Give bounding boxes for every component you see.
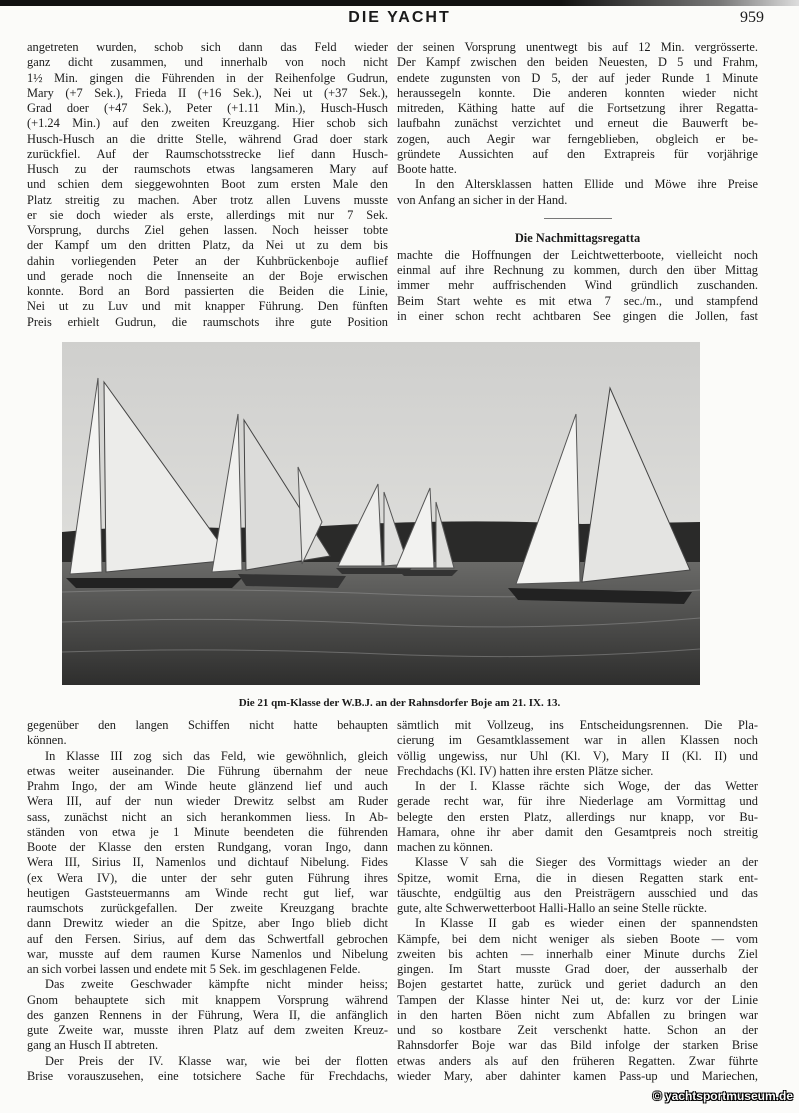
text-line: dahin vorliegenden Peter an der Kuhbrückenboje auflief — [27, 253, 388, 268]
paragraphs-before-heading — [397, 40, 758, 208]
text-line: einmal auf ihre Rechnung zu kommen, durch den über Mittag — [397, 263, 758, 277]
paragraph — [397, 40, 758, 177]
text-line: von Anfang an sicher in der Hand. — [397, 192, 568, 207]
column-top-right — [397, 40, 758, 324]
text-line: Der Preis der IV. Klasse war, wie bei der flotten — [45, 1053, 388, 1068]
text-line: gingen. Im Start musste Grad doer, der ausserhalb der — [397, 962, 758, 976]
text-line: Mary (+7 Sek.), Frieda II (+16 Sek.), Nei ut (+37 Sek.), — [27, 85, 388, 100]
text-line: Husch-Husch an die dritte Stelle, während Grad doer stark — [27, 131, 388, 146]
text-line: heraussegeln konnte. Die anderen konnten wieder nicht — [397, 85, 758, 100]
text-line: immer mehr auffrischenden Wind gründlich zuschanden. — [397, 278, 758, 293]
regatta-photo — [62, 342, 700, 685]
paragraph — [397, 779, 758, 855]
text-line: in den harten Böen nicht zum Abfallen zu bringen war — [397, 1007, 758, 1022]
paragraphs-after-heading — [397, 248, 758, 324]
text-line: Prahm Ingo, der am Winde heute glänzend lief und auch — [27, 779, 388, 793]
text-line: Wera III, Sirius II, Namenlos und dichtauf Nibelung. Fides — [27, 855, 388, 870]
text-line: und so kostbare Zeit verschenkt hatte. Schon an der — [397, 1023, 758, 1037]
text-line: an sich vorbei lassen und endete mit 5 Sek. im geschlagenen Felde. — [27, 962, 361, 976]
text-line: machen zu können. — [397, 840, 493, 854]
column-top-left — [27, 40, 388, 330]
text-line: Das zweite Geschwader kämpfte nicht minder heiss; — [45, 977, 388, 992]
text-line: Frechdachs (Kl. IV) hatten ihre ersten Plätze sicher. — [397, 763, 654, 778]
text-line: sämtlich mit Vollzeug, ins Entscheidungsrennen. Die Pla- — [397, 718, 758, 732]
text-line: Bojen gestartet hatte, zurück und geriet dadurch an den — [397, 977, 758, 992]
paragraph — [27, 977, 388, 1053]
text-line: können. — [27, 733, 67, 748]
text-line: völlig ungewiss, nur Uhl (Kl. V), Mary II (Kl. II) und — [397, 748, 758, 763]
text-line: gründete Aussichten auf den Extrapreis für vorjährige — [397, 146, 758, 161]
text-line: und schien dem sieggewohnten Boot zum ersten Male den — [27, 177, 388, 192]
paragraph — [27, 40, 388, 330]
text-line: Rahnsdorfer Boje war das Bild infolge der starken Brise — [397, 1038, 758, 1053]
section-heading: Die Nachmittagsregatta — [514, 230, 641, 245]
page-number: 959 — [740, 9, 764, 26]
text-line: Vorsprung, durchs Ziel gehen lassen. Noch heisser tobte — [27, 223, 388, 237]
text-line: gute Zweite war, musste ihren Platz auf dem zweiten Kreuz- — [27, 1023, 388, 1037]
text-line: laufbahn zunächst verzichtet und erneut die Bauwerft be- — [397, 116, 758, 131]
text-line: und gerade noch die Innenseite an der Boje erwischen — [27, 268, 388, 283]
text-line: Boote hatte. — [397, 162, 457, 176]
column-bottom-right — [397, 718, 758, 1084]
text-line: Klasse V sah die Sieger des Vormittags wieder an der — [415, 855, 758, 870]
paragraph — [397, 718, 758, 779]
text-line: des ganzen Rennens in der Führung, Wera II, die anfänglich — [27, 1007, 388, 1022]
text-line: zogen, auch Aegir war ferngeblieben, obgleich er be- — [397, 131, 758, 146]
text-line: wieder Mary, aber dahinter kamen Pass-up und Mariechen, — [397, 1068, 758, 1083]
text-line: gute, alte Schwerwetterboot Halli-Hallo an seine Stelle rückte. — [397, 901, 708, 915]
text-line: in einer schon recht achtbaren See gingen die Jollen, fast — [397, 308, 758, 323]
text-line: Kämpfe, bei dem nicht weniger als sieben Boote — vom — [397, 931, 758, 946]
text-line: 1½ Min. gingen die Führenden in der Reihenfolge Gudrun, — [27, 70, 388, 85]
paragraph — [27, 749, 388, 978]
text-line: zurückfiel. Auf der Raumschotsstrecke lief dann Husch- — [27, 146, 388, 161]
text-line: sass, zunächst nicht an sich herankommen liess. In Ab- — [27, 809, 388, 824]
text-line: In den Altersklassen hatten Ellide und Möwe ihre Preise — [415, 177, 758, 192]
text-line: dann Drewitz wieder an die Spitze, aber Ingo blieb dicht — [27, 916, 388, 931]
text-line: der seinen Vorsprung unentwegt bis auf 12 Min. vergrösserte. — [397, 40, 758, 54]
text-line: etwas weiter auseinander. Die Führung übernahm der neue — [27, 763, 388, 778]
text-line: Boote der Klasse den ersten Rundgang, voran Ingo, dann — [27, 840, 388, 854]
text-line: (ex Wera IV), die unter der sehr guten Führung ihres — [27, 870, 388, 885]
text-line: Nei ut zu Luv und mit knapper Führung. Den fünften — [27, 299, 388, 314]
paragraph — [397, 916, 758, 1084]
text-line: (+1.24 Min.) auf den zweiten Kreuzgang. Hier schob sich — [27, 116, 388, 131]
text-line: In Klasse II gab es wieder einen der spannendsten — [415, 916, 758, 931]
text-line: heutigen Gaststeuermanns am Winde recht gut lief, war — [27, 885, 388, 900]
text-line: war, musste auf dem raumen Kurse Namenlos und Nibelung — [27, 946, 388, 961]
paragraph — [397, 177, 758, 208]
text-line: Wera III, auf der nun wieder Drewitz selbst am Ruder — [27, 794, 388, 809]
photo-caption: Die 21 qm-Klasse der W.B.J. an der Rahnsdorfer Boje am 21. IX. 13. — [238, 697, 561, 709]
text-line: angetreten wurden, schob sich dann das Feld wieder — [27, 40, 388, 54]
text-line: cierung im Gesamtklassement war in allen Klassen noch — [397, 733, 758, 748]
text-line: er sie doch wieder als erste, allerdings mit nur 7 Sek. — [27, 207, 388, 222]
text-line: machte die Hoffnungen der Leichtwetterboote, vielleicht noch — [397, 247, 758, 262]
text-line: endete zugunsten von D 5, der auf jeder Runde 1 Minute — [397, 70, 758, 85]
paragraph — [397, 855, 758, 916]
text-line: Preis erhielt Gudrun, die raumschots ihre gute Position — [27, 314, 388, 329]
text-line: gerade recht war, für ihre Niederlage am Vormittag und — [397, 794, 758, 809]
text-line: auf den Fersen. Sirius, auf dem das Schwertfall gebrochen — [27, 931, 388, 946]
text-line: belegte den ersten Platz, allerdings nur knapp, vor Bu- — [397, 809, 758, 824]
text-line: konnte. Bord an Bord passierten die Beiden die Linie, — [27, 284, 388, 298]
text-line: Gnom behauptete sich mit knappem Vorsprung während — [27, 992, 388, 1007]
text-line: Husch zu der raumschots etwas langsameren Mary auf — [27, 162, 388, 176]
text-line: zweiten bis achten — innerhalb einer Minute durchs Ziel — [397, 946, 758, 961]
text-line: mitreden, Käthing hatte auf die Fortsetzung ihrer Regatta- — [397, 101, 758, 115]
text-line: etwas anders als auf den früheren Regatten. Zwar führte — [397, 1053, 758, 1068]
text-line: Brise vorauszusehen, eine totsichere Sache für Frechdachs, — [27, 1068, 388, 1083]
watermark: © yachtsportmuseum.de — [652, 1089, 793, 1103]
page-top-edge — [0, 0, 799, 6]
paragraph — [27, 718, 388, 749]
column-bottom-left — [27, 718, 388, 1084]
text-line: Tampen der Klasse hinter Nei ut, de: kurz vor der Linie — [397, 992, 758, 1007]
section-divider — [544, 218, 612, 219]
text-line: Platz streitig zu machen. Aber trotz allen Luvens musste — [27, 192, 388, 207]
text-line: In der I. Klasse rächte sich Woge, der das Wetter — [415, 779, 758, 793]
journal-title: DIE YACHT — [348, 9, 451, 26]
text-line: raumschots zurückgefallen. Der zweite Kreuzgang brachte — [27, 901, 388, 915]
text-line: Der Kampf zwischen den beiden Neuesten, D 5 und Frahm, — [397, 55, 758, 70]
text-line: der Kampf um den dritten Platz, da Nei ut zu dem bis — [27, 238, 388, 253]
text-line: Grad doer (+47 Sek.), Peter (+1.11 Min.), Husch-Husch — [27, 101, 388, 115]
text-line: Beim Start wehte es mit etwa 7 sec./m., und stampfend — [397, 293, 758, 308]
text-line: Hamara, ohne ihr aber damit den Gesamtpreis noch streitig — [397, 824, 758, 839]
text-line: Spitze, womit Erna, die in diesen Regatten stark ent- — [397, 870, 758, 885]
paragraph — [397, 248, 758, 324]
text-line: gegenüber den langen Schiffen nicht hatte behaupten — [27, 718, 388, 732]
text-line: ständen von etwa je 1 Minute beendeten die führenden — [27, 824, 388, 839]
text-line: gang an Husch II abtreten. — [27, 1038, 159, 1053]
text-line: In Klasse III zog sich das Feld, wie gewöhnlich, gleich — [45, 748, 388, 763]
paragraph — [27, 1054, 388, 1085]
text-line: ganz dicht zusammen, und innerhalb von noch nicht — [27, 55, 388, 70]
text-line: täuschte, endgültig aus den Preisträgern ausschied und das — [397, 885, 758, 900]
